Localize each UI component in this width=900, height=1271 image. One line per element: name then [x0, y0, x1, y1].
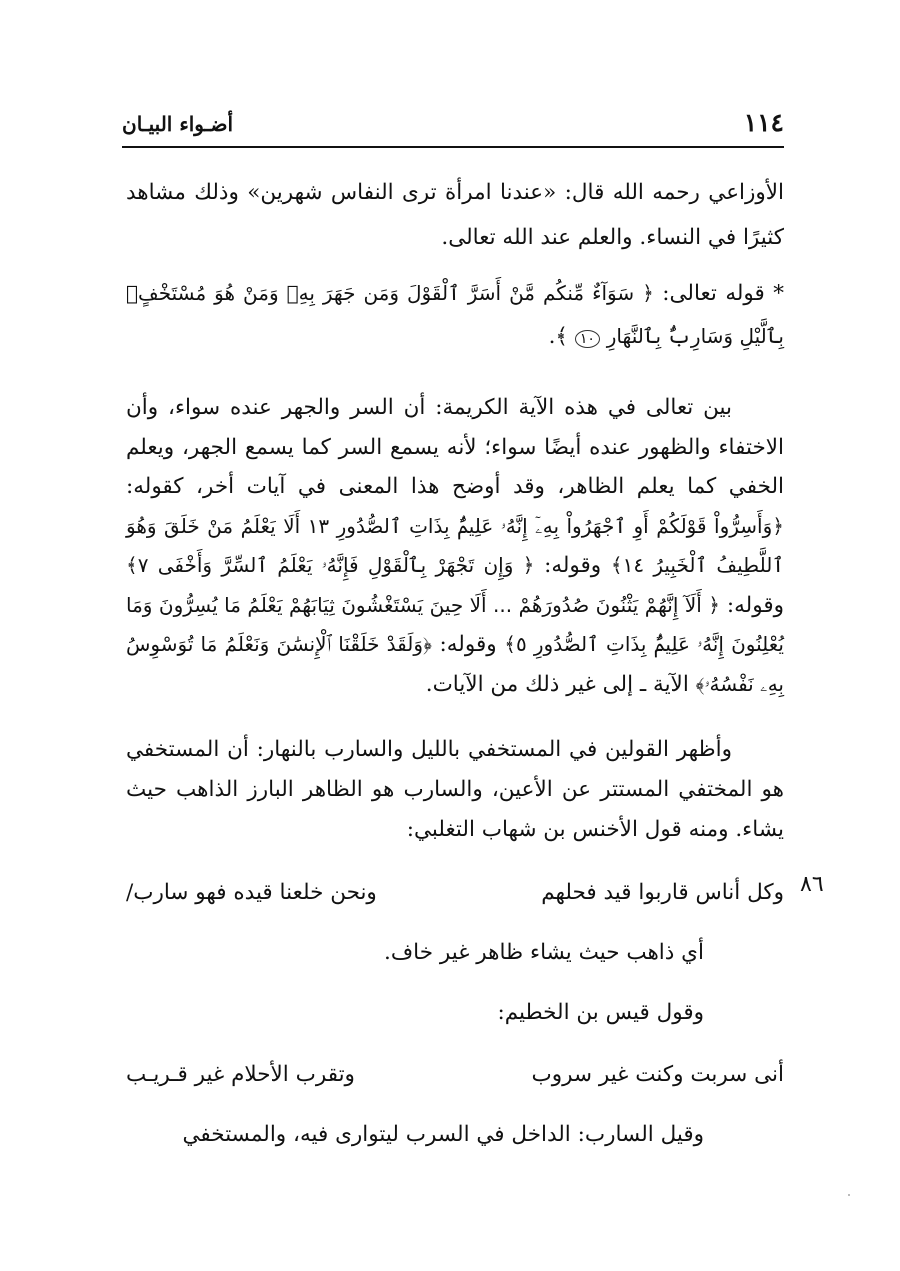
- margin-number: ٨٦: [800, 872, 824, 897]
- closing-line: وقيل السارب: الداخل في السرب ليتوارى فيه، والمستخفي: [182, 1122, 704, 1147]
- page-header: [122, 108, 784, 142]
- verse-close: ﴾.: [548, 324, 575, 349]
- p3-text-d: وقوله:: [431, 632, 505, 657]
- scan-speck: [848, 1194, 850, 1196]
- quran-quote-1: ﴿وَأَسِرُّواْ قَوْلَكُمْ أَوِ ٱجْهَرُواْ بِهِۦٓ إِنَّهُۥ عَلِيمٌۢ بِذَاتِ ٱلصُّدُورِ ١٣ أَلَا يَعْلَمُ مَنْ خَلَقَ وَهُوَ ٱللَّطِيفُ ٱلْخَبِيرُ ١٤﴾: [126, 513, 785, 577]
- paragraph-verse-heading: [126, 272, 784, 360]
- p3-text-b: وقوله:: [534, 553, 611, 578]
- verse-heading-intro: * قوله تعالى:: [653, 281, 784, 306]
- ayah-number: ١٠: [575, 330, 600, 348]
- p3-text-e: الآية ـ إلى غير ذلك من الآيات.: [425, 671, 696, 697]
- explanation-line: أي ذاهب حيث يشاء ظاهر غير خاف.: [384, 940, 704, 965]
- page-number: ١١٤: [743, 108, 784, 137]
- quran-quote-3: ﴿ أَلَآ إِنَّهُمْ يَثْنُونَ صُدُورَهُمْ ... أَلَا حِينَ يَسْتَغْشُونَ ثِيَابَهُمْ يَعْلَمُ مَا يُسِرُّونَ وَمَا يُعْلِنُونَ إِنَّهُۥ عَلِيمٌۢ بِذَاتِ ٱلصُّدُورِ ٥﴾: [126, 592, 784, 656]
- p3-text-c: وقوله:: [719, 592, 784, 618]
- quran-verse: ﴿ سَوَآءٌ مِّنكُم مَّنْ أَسَرَّ ٱلْقَوْلَ وَمَن جَهَرَ بِهِۦ وَمَنْ هُوَ مُسْتَخْفٍۭ بِٱلَّيْلِ وَسَارِبٌۢ بِٱلنَّهَارِ: [126, 281, 784, 348]
- paragraph-1: الأوزاعي رحمه الله قال: «عندنا امرأة ترى النفاس شهرين» وذلك مشاهد كثيرًا في النساء. والعلم عند الله تعالى.: [126, 180, 784, 250]
- poem-verse-2-second-hemistich: وتقرب الأحلام غير قـريـب: [126, 1062, 355, 1087]
- quran-quote-2: ﴿ وَإِن تَجْهَرْ بِٱلْقَوْلِ فَإِنَّهُۥ يَعْلَمُ ٱلسِّرَّ وَأَخْفَى ٧﴾: [126, 553, 535, 577]
- poem-verse-1-second-hemistich: ونحن خلعنا قيده فهو سارب/: [126, 880, 377, 905]
- book-title: أضـواء البيـان: [122, 112, 234, 136]
- poem-verse-1-first-hemistich: وكل أناس قاربوا قيد فحلهم: [541, 880, 784, 905]
- poem-verse-2-first-hemistich: أنى سربت وكنت غير سروب: [531, 1062, 784, 1087]
- quote-intro-line: وقول قيس بن الخطيم:: [497, 1000, 704, 1025]
- quran-quote-4: ﴿وَلَقَدْ خَلَقْنَا ٱلْإِنسَٰنَ وَنَعْلَمُ مَا تُوَسْوِسُ بِهِۦ نَفْسُهُۥ﴾: [126, 632, 784, 696]
- paragraph-4: وأظهر القولين في المستخفي بالليل والسارب بالنهار: أن المستخفي هو المختفي المستتر عن الأعين، والسارب هو الظاهر البارز الذاهب حيث يشاء. ومنه قول الأخنس بن شهاب التغلبي:: [126, 737, 784, 842]
- header-rule: [122, 146, 784, 148]
- p3-text-a: بين تعالى في هذه الآية الكريمة: أن السر والجهر عنده سواء، وأن الاختفاء والظهور عنده أيضًا سواء؛ لأنه يسمع السر كما يسمع الجهر، ويعلم الخفي كما يعلم الظاهر، وقد أوضح هذا المعنى في آيات أخر، كقوله:: [126, 395, 784, 499]
- paragraph-3: [126, 388, 784, 704]
